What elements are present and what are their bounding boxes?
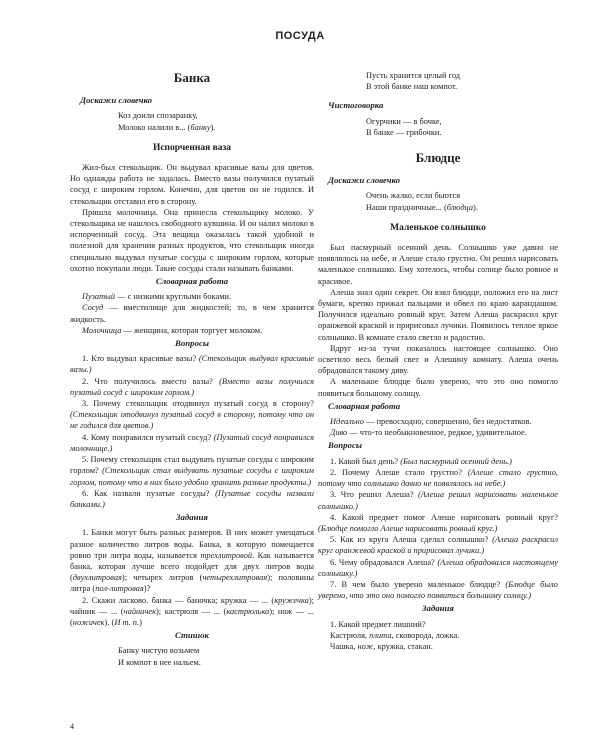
question: 3. Почему стекольщик отодвинул пузатый сосуд в сторону? (Стекольщик отодвинул пузатый сосуд в сторону, потому что он не годился для цветов.) <box>70 399 314 431</box>
vocab-label: Словарная работа <box>155 276 229 287</box>
question: 1. Кто выдувал красивые вазы? (Стекольщик выдувал красивые вазы.) <box>70 354 314 375</box>
story-paragraph: А маленькое блюдце было уверено, что это оно помогло появиться большому солнцу. <box>318 377 558 398</box>
story-paragraph: Был пасмурный осенний день. Солнышко уже давно не появлялось на небе, и Алеше стало грустно. Он решил нарисовать маленькое солнышко. Ему хотелось, чтобы солнце было ровное и красивое. <box>318 243 558 286</box>
riddle-verse <box>366 190 558 212</box>
question: 5. Как из круга Алеша сделал солнышко? (Алеша раскрасил круг оранжевой краской и пририсовал лучики.) <box>318 535 558 556</box>
task: 1. Какой предмет лишний? <box>330 619 426 629</box>
question: 5. Почему стекольщик стал выдувать пузатые сосуды с широким горлом? (Стекольщик стал выдувать пузатые сосуды с широким горлом, потому что в них было удобно хранить разные продукты.) <box>70 455 315 487</box>
question: 7. В чем было уверено маленькое блюдце? (Блюдце было уверено, что это оно помогло появиться большому солнцу.) <box>318 579 558 601</box>
verse-line: Огурчики — в бочке, <box>366 116 442 126</box>
task-line: Кастрюля, плита, сковорода, ложка. <box>330 630 460 640</box>
question: 2. Почему Алеше стало грустно? (Алеше стало грустно, потому что солнышко давно не появлялось на небе.) <box>318 467 558 489</box>
riddle-verse <box>118 110 314 132</box>
page-number: 4 <box>70 722 74 731</box>
dosk-label: Доскажи словечко <box>80 95 152 106</box>
task-line: Чашка, нож, кружка, стакан. <box>330 641 433 651</box>
vocab-label: Словарная работа <box>328 400 401 411</box>
section-title-banka: Банка <box>173 70 211 85</box>
tasks-label: Задания <box>422 603 454 614</box>
verse-line: Банку чистую возьмем <box>118 646 200 656</box>
poem-verse-continued <box>366 70 558 92</box>
story-title: Маленькое солнышко <box>390 222 486 233</box>
vocab-entry: Диво — что-то необыкновенное, редкое, удивительное. <box>330 428 527 438</box>
questions-label: Вопросы <box>328 440 362 451</box>
question: 3. Что решил Алеша? (Алеша решил нарисовать маленькое солнышко.) <box>318 490 558 511</box>
question: 1. Какой был день? (Был пасмурный осенний день.) <box>330 456 512 466</box>
verse-line: Молоко налили в... (банку). <box>118 122 216 132</box>
verse-line: Пусть хранится целый год <box>366 71 461 80</box>
vocab-entry: Идеально — превосходно, совершенно, без недостатков. <box>330 417 532 427</box>
vocab-entry: Пузатый — с низкими круглыми боками. <box>82 292 232 302</box>
verse-line: Коз доили спозаранку, <box>118 111 198 121</box>
verse-line: В этой банке наш компот. <box>366 82 458 92</box>
chist-verse <box>366 116 558 138</box>
section-title-bludtse: Блюдце <box>415 150 461 166</box>
vocab-entry: Сосуд — вместилище для жидкостей; то, в чем хранится жидкость. <box>70 303 314 324</box>
questions-label: Вопросы <box>175 338 209 349</box>
question: 6. Как назвали пузатые сосуды? (Пузатые сосуды назвали банками.) <box>70 488 314 509</box>
page-header: ПОСУДА <box>275 30 325 42</box>
chist-label: Чистоговорка <box>328 100 384 111</box>
right-column <box>318 70 558 652</box>
story-paragraph: Пришла молочница. Она принесла стекольщику молоко. У стекольщика не нашлось свободного кувшина. И он налил молоко в испорченный сосуд. Эта вещица оказалась такой удобной и полезной для хранения разных продуктов, что стекольщик иногда специально выдувал пузатые сосуды с широким горлом, которые охотно покупали люди. Такие сосуды стали называть банками. <box>70 207 314 273</box>
poem-label: Стишок <box>175 630 209 641</box>
story-paragraph: Жил-был стекольщик. Он выдувал красивые вазы для цветов. Но однажды работа не задалась. Вместо вазы получился пузатый сосуд с широким горлом. Конечно, для цветов он не годился. И стекольщик отставил его в сторону. <box>70 163 314 206</box>
question: 2. Что получилось вместо вазы? (Вместо вазы получился пузатый сосуд с широким горлом.) <box>70 376 314 397</box>
task: 2. Скажи ласково. банка — баночка; кружка — ... (кружечка); чайник — ... (чайничек); кастрюля — ... (кастрюлька); нож — ... (ножичек). (И т. п.) <box>70 595 314 627</box>
verse-line: И компот в нее нальем. <box>118 657 201 667</box>
question: 4. Какой предмет помог Алеше нарисовать ровный круг? (Блюдце помогло Алеше нарисовать ровный круг.) <box>318 512 558 533</box>
verse-line: В банке — грибочки. <box>366 127 442 137</box>
vocab-entry: Молочница — женщина, которая торгует молоком. <box>82 325 263 335</box>
left-column <box>70 70 314 676</box>
story-paragraph: Алеша знал один секрет. Он взял блюдце, положил его на лист бумаги, крепко прижал пальцами и обвел по краю карандашом. Получился идеально ровный круг. Затем Алеша раскрасил круг оранжевой краской и пририсовал лучики. Появилось теплое яркое солнышко. В комнате стало светло и радостно. <box>318 287 558 342</box>
verse-line: Очень жалко, если бьются <box>366 191 461 201</box>
story-paragraph: Вдруг из-за тучи показалось настоящее солнышко. Оно осветило весь белый свет и Алешину комнату. Алеша очень обрадовался такому диву. <box>318 343 558 376</box>
question: 6. Чему обрадовался Алеша? (Алеша обрадовался настоящему солнышку.) <box>318 557 558 578</box>
task: 1. Банки могут быть разных размеров. В них может умещаться разное количество литров воды. Банка, в которую помещается ровно три литра воды, называется трехлитровой. Как называется банка, которая лучше всего подойдет для двух литров воды (двухлитровая); четырех литров (четырехлитровая); половины литра (пол-литровая)? <box>70 528 315 594</box>
story-title: Испорченная ваза <box>152 142 232 153</box>
tasks-label: Задания <box>176 512 208 523</box>
dosk-label: Доскажи словечко <box>328 175 400 186</box>
verse-line: Наши праздничные... (блюдца). <box>366 202 478 212</box>
poem-verse <box>118 645 314 667</box>
question: 4. Кому понравился пузатый сосуд? (Пузатый сосуд понравился молочнице.) <box>70 432 314 453</box>
